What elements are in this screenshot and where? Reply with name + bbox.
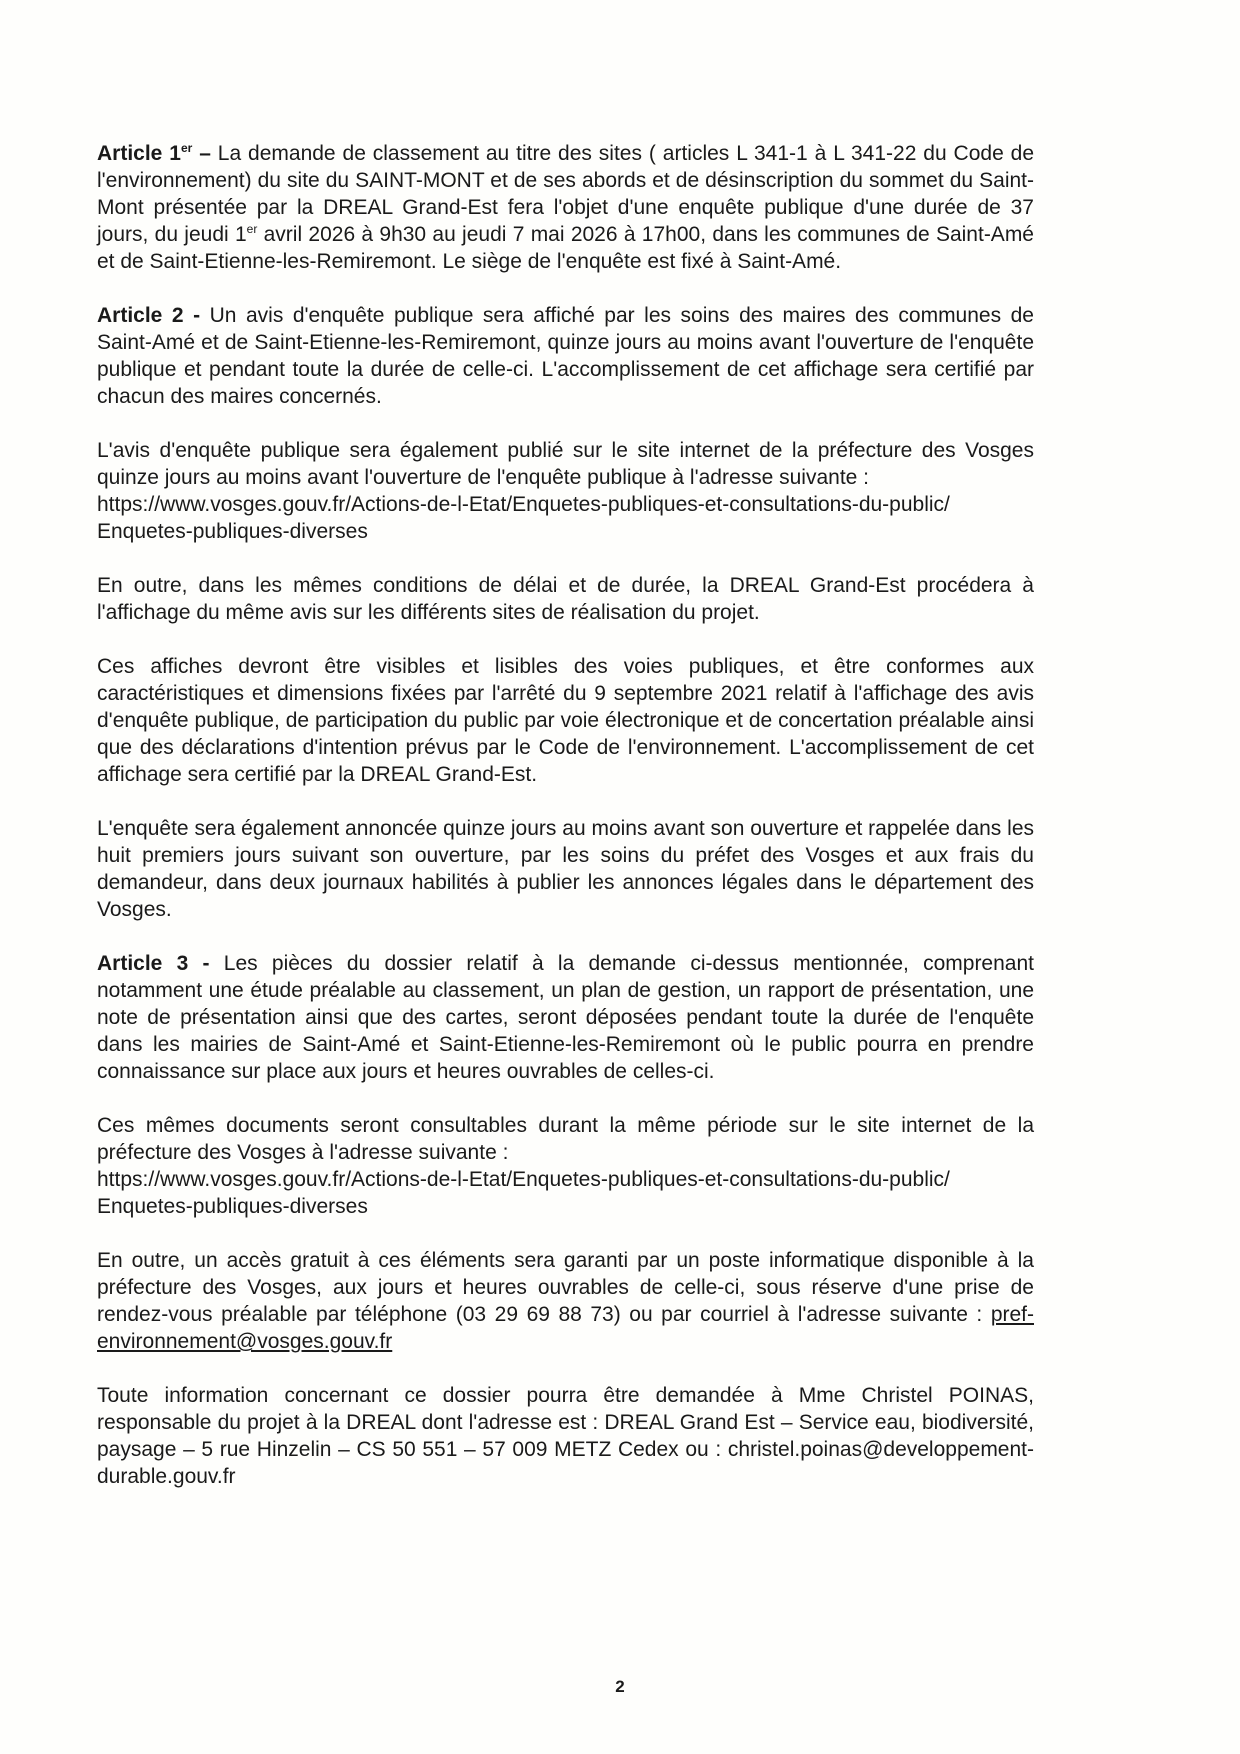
article-1-heading	[97, 142, 218, 165]
article-2-url-line-2[interactable]: Enquetes-publiques-diverses	[97, 520, 368, 543]
article-1-text-b: avril 2026 à 9h30 au jeudi 7 mai 2026 à 17h00, dans les communes de Saint-Amé et de Saint-Etienne-les-Remiremont. Le siège de l'enquête est fixé à Saint-Amé.	[97, 223, 1034, 273]
article-1-text-a: La demande de classement au titre des sites ( articles L 341-1 à L 341-22 du Code de l'environnement) du site du SAINT-MONT et de ses abords et de désinscription du sommet du Saint-Mont présentée par la DREAL Grand-Est fera l'objet d'une enquête publique d'une durée de 37 jours, du jeudi 1	[97, 142, 1035, 246]
article-2-text: Un avis d'enquête publique sera affiché par les soins des maires des communes de Saint-Amé et de Saint-Etienne-les-Remiremont, quinze jours au moins avant l'ouverture de l'enquête publique et pendant toute la durée de celle-ci. L'accomplissement de cet affichage sera certifié par chacun des maires concernés.	[97, 304, 1034, 408]
article-3-website-paragraph	[97, 1112, 1034, 1220]
article-3-url-line-2[interactable]: Enquetes-publiques-diverses	[97, 1195, 368, 1218]
article-1-label-sup: er	[180, 141, 193, 155]
article-1-paragraph	[97, 140, 1034, 275]
article-3-free-access-paragraph	[97, 1247, 1034, 1355]
article-3-paragraph	[97, 950, 1034, 1085]
article-2-url-line-1[interactable]: https://www.vosges.gouv.fr/Actions-de-l-Etat/Enquetes-publiques-et-consultations-du-public/	[97, 493, 950, 516]
page-number: 2	[615, 1677, 625, 1696]
article-1-label: Article 1	[97, 142, 181, 165]
article-2-publication-text: L'avis d'enquête publique sera également publié sur le site internet de la préfecture des Vosges quinze jours au moins avant l'ouverture de l'enquête publique à l'adresse suivante :	[97, 439, 1034, 489]
prefecture-email-link[interactable]: pref-environnement@vosges.gouv.fr	[97, 1303, 1034, 1353]
article-1-dash: –	[192, 142, 218, 165]
article-3-website-text: Ces mêmes documents seront consultables durant la même période sur le site internet de la préfecture des Vosges à l'adresse suivante :	[97, 1114, 1034, 1164]
article-2-newspapers-paragraph: L'enquête sera également annoncée quinze jours au moins avant son ouverture et rappelée dans les huit premiers jours suivant son ouverture, par les soins du préfet des Vosges et aux frais du demandeur, dans deux journaux habilités à publier les annonces légales dans le département des Vosges.	[97, 817, 1034, 921]
article-3-contact-paragraph: Toute information concernant ce dossier pourra être demandée à Mme Christel POINAS, responsable du projet à la DREAL dont l'adresse est : DREAL Grand Est – Service eau, biodiversité, paysage – 5 rue Hinzelin – CS 50 551 – 57 009 METZ Cedex ou : christel.poinas@developpement-durable.gouv.fr	[97, 1384, 1034, 1488]
article-3-url-line-1[interactable]: https://www.vosges.gouv.fr/Actions-de-l-Etat/Enquetes-publiques-et-consultations-du-public/	[97, 1168, 950, 1191]
article-2-posters-paragraph: Ces affiches devront être visibles et lisibles des voies publiques, et être conformes aux caractéristiques et dimensions fixées par l'arrêté du 9 septembre 2021 relatif à l'affichage des avis d'enquête publique, de participation du public par voie électronique et de concertation préalable ainsi que des déclarations d'intention prévus par le Code de l'environnement. L'accomplissement de cet affichage sera certifié par la DREAL Grand-Est.	[97, 655, 1034, 786]
article-1-text-sup: er	[246, 222, 258, 236]
article-2-publication-paragraph	[97, 437, 1034, 545]
article-3-heading: Article 3 -	[97, 952, 224, 975]
article-3-free-access-text: En outre, un accès gratuit à ces éléments sera garanti par un poste informatique disponible à la préfecture des Vosges, aux jours et heures ouvrables de celle-ci, sous réserve d'une prise de rendez-vous préalable par téléphone (03 29 69 88 73) ou par courriel à l'adresse suivante :	[97, 1249, 1034, 1326]
document-body	[97, 140, 1034, 1517]
article-2-heading: Article 2 -	[97, 304, 210, 327]
article-2-dreal-display-paragraph: En outre, dans les mêmes conditions de délai et de durée, la DREAL Grand-Est procédera à l'affichage du même avis sur les différents sites de réalisation du projet.	[97, 574, 1034, 624]
article-3-text: Les pièces du dossier relatif à la demande ci-dessus mentionnée, comprenant notamment une étude préalable au classement, un plan de gestion, un rapport de présentation, une note de présentation ainsi que des cartes, seront déposées pendant toute la durée de l'enquête dans les mairies de Saint-Amé et Saint-Etienne-les-Remiremont où le public pourra en prendre connaissance sur place aux jours et heures ouvrables de celles-ci.	[97, 952, 1034, 1083]
article-2-paragraph	[97, 302, 1034, 410]
